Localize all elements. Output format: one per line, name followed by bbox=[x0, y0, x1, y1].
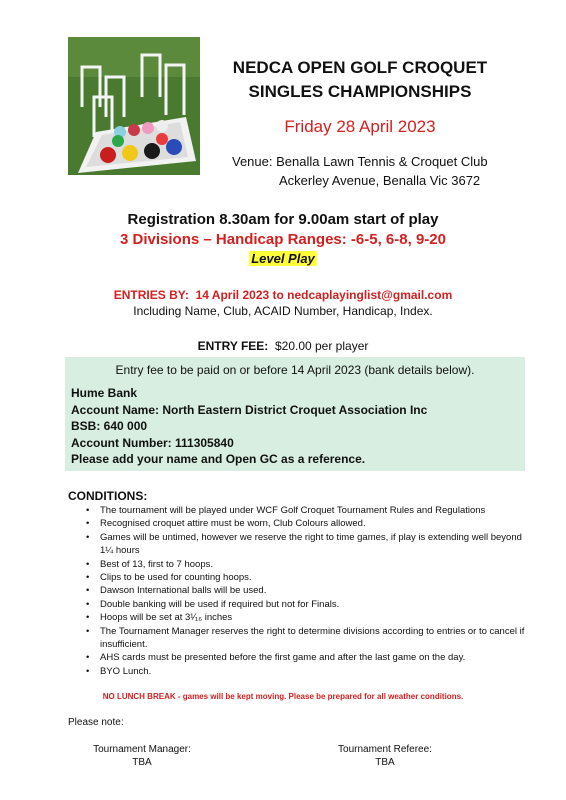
level-play-highlight: Level Play bbox=[251, 251, 315, 266]
venue bbox=[232, 152, 488, 190]
condition-item: • Double banking will be used if required but not for Finals. bbox=[86, 598, 526, 611]
reference-note: Please add your name and Open GC as a reference. bbox=[71, 452, 366, 466]
title-line-2: SINGLES CHAMPIONSHIPS bbox=[248, 82, 472, 101]
entry-fee-amount: $20.00 per player bbox=[274, 339, 369, 353]
condition-item: • Recognised croquet attire must be worn, Club Colours allowed. bbox=[86, 517, 526, 530]
condition-item: • Games will be untimed, however we reserve the right to time games, if play is extending well beyond 1¼ hours bbox=[86, 531, 526, 558]
condition-item: • The Tournament Manager reserves the right to determine divisions according to entries or to cancel if insufficient. bbox=[86, 625, 526, 652]
bsb: BSB: 640 000 bbox=[71, 419, 148, 433]
condition-item: • Clips to be used for counting hoops. bbox=[86, 571, 526, 584]
venue-line-2: Ackerley Avenue, Benalla Vic 3672 bbox=[279, 173, 481, 188]
conditions-list bbox=[86, 504, 526, 678]
page-title bbox=[210, 56, 510, 104]
conditions-heading: CONDITIONS: bbox=[68, 489, 148, 503]
bank-details-panel bbox=[65, 357, 525, 471]
account-number: Account Number: 111305840 bbox=[71, 435, 234, 450]
condition-item: • Hoops will be set at 3¹⁄₁₆ inches bbox=[86, 611, 526, 624]
tournament-referee bbox=[335, 743, 435, 769]
no-lunch-break-notice: NO LUNCH BREAK - games will be kept moving. Please be prepared for all weather conditions. bbox=[102, 692, 464, 701]
condition-item: • BYO Lunch. bbox=[86, 665, 526, 678]
entries-label: ENTRIES BY: bbox=[113, 288, 189, 302]
divisions: 3 Divisions – Handicap Ranges: -6-5, 6-8, 9-20 bbox=[120, 231, 446, 248]
manager-value: TBA bbox=[132, 757, 152, 768]
bank-name: Hume Bank bbox=[71, 386, 138, 400]
payment-note: Entry fee to be paid on or before 14 April 2023 (bank details below). bbox=[115, 363, 475, 377]
croquet-photo bbox=[68, 37, 200, 175]
entries-detail: 14 April 2023 to nedcaplayinglist@gmail.com bbox=[195, 288, 453, 302]
condition-item: • The tournament will be played under WCF Golf Croquet Tournament Rules and Regulations bbox=[86, 504, 526, 517]
condition-item: • Dawson International balls will be used. bbox=[86, 584, 526, 597]
croquet-balls-image bbox=[68, 37, 200, 175]
account-name: Account Name: North Eastern District Croquet Association Inc bbox=[71, 402, 428, 417]
event-date: Friday 28 April 2023 bbox=[284, 117, 436, 136]
manager-label: Tournament Manager: bbox=[93, 744, 191, 755]
level-play bbox=[0, 250, 566, 268]
entries-including: Including Name, Club, ACAID Number, Handicap, Index. bbox=[133, 304, 433, 318]
registration-time: Registration 8.30am for 9.00am start of play bbox=[127, 211, 439, 228]
entry-fee bbox=[0, 339, 566, 353]
venue-line-1: Venue: Benalla Lawn Tennis & Croquet Club bbox=[232, 154, 488, 169]
referee-label: Tournament Referee: bbox=[338, 744, 432, 755]
entries-by bbox=[0, 288, 566, 302]
entry-fee-label: ENTRY FEE: bbox=[197, 339, 269, 353]
referee-value: TBA bbox=[375, 757, 395, 768]
condition-item: • AHS cards must be presented before the first game and after the last game on the day. bbox=[86, 651, 526, 664]
please-note: Please note: bbox=[68, 717, 124, 728]
title-line-1: NEDCA OPEN GOLF CROQUET bbox=[232, 58, 488, 77]
tournament-manager bbox=[86, 743, 198, 769]
condition-item: • Best of 13, first to 7 hoops. bbox=[86, 558, 526, 571]
